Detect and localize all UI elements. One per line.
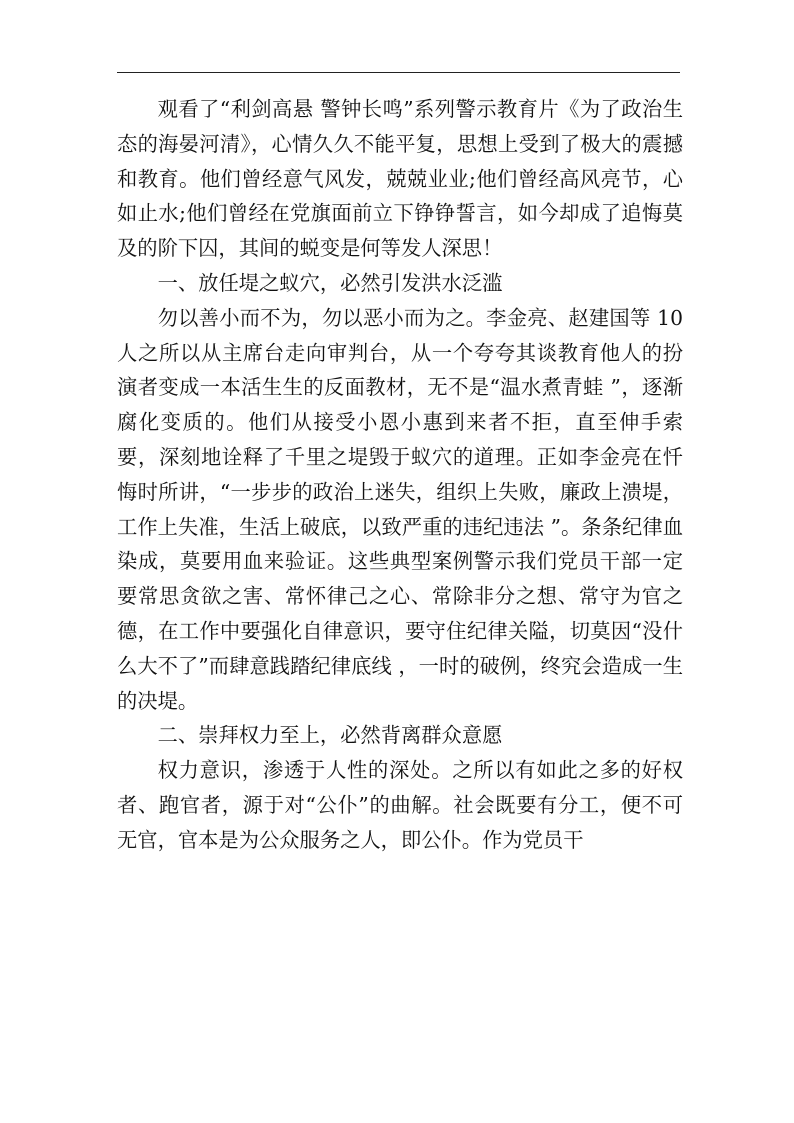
section-1-paragraph: 勿以善小而不为，勿以恶小而为之。李金亮、赵建国等 10人之所以从主席台走向审判台，从一个夸夸其谈教育他人的扮演者变成一本活生生的反面教材，无不是“温水煮青蛙 ”，逐渐腐化变质的。他们从接受小恩小惠到来者不拒，直至伸手索要，深刻地诠释了千里之堤毁于蚁穴的道理。正如李金亮在忏悔时所讲，“一步步的政治上迷失，组织上失败，廉政上溃堤，工作上失准，生活上破底，以致严重的违纪违法 ”。条条纪律血染成，莫要用血来验证。这些典型案例警示我们党员干部一定要常思贪欲之害、常怀律己之心、常除非分之想、常守为官之德，在工作中要强化自律意识，要守住纪律关隘，切莫因“没什么大不了”而肆意践踏纪律底线 ，一时的破例，终究会造成一生的决堤。 (117, 305, 683, 713)
section-heading-2: 二、崇拜权力至上，必然背离群众意愿 (157, 723, 503, 748)
document-body (117, 92, 683, 858)
intro-paragraph: 观看了“利剑高悬 警钟长鸣”系列警示教育片《为了政治生态的海晏河清》，心情久久不能平复，思想上受到了极大的震撼和教育。他们曾经意气风发，兢兢业业;他们曾经高风亮节，心如止水;他们曾经在党旗面前立下铮铮誓言，如今却成了追悔莫及的阶下囚，其间的蜕变是何等发人深思！ (117, 97, 683, 261)
header-rule (117, 72, 680, 73)
section-heading-1: 一、放任堤之蚁穴，必然引发洪水泛滥 (157, 270, 503, 295)
section-2-paragraph: 权力意识，渗透于人性的深处。之所以有如此之多的好权者、跑官者，源于对“公仆”的曲解。社会既要有分工，便不可无官，官本是为公众服务之人，即公仆。作为党员干 (117, 758, 683, 852)
